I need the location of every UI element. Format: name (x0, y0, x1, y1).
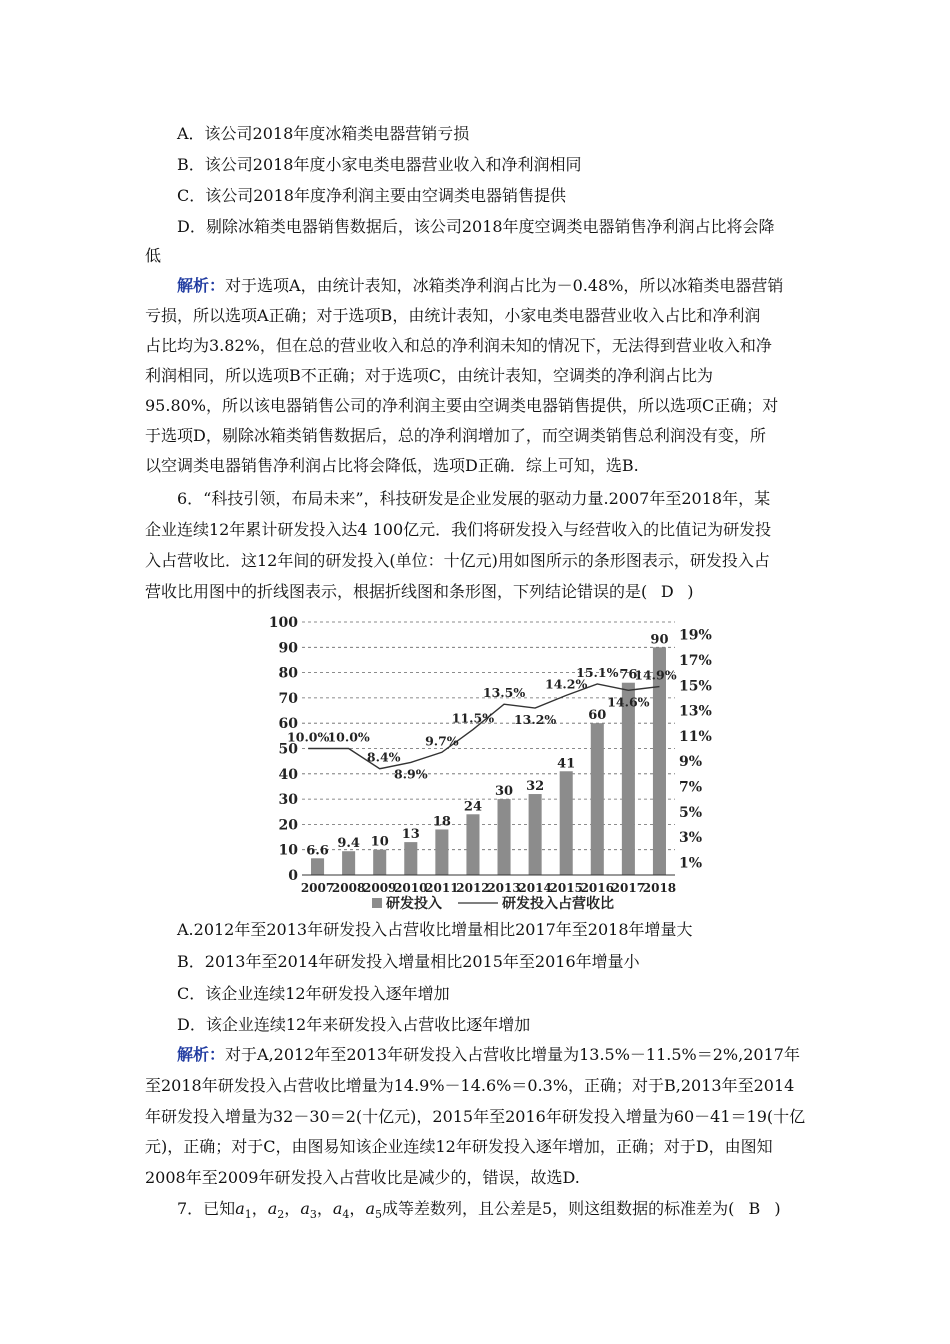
bar-value-label: 13 (401, 827, 420, 843)
q5-option-d: D．剔除冰箱类电器销售数据后，该公司2018年度空调类电器销售净利润占比将会降 (177, 217, 775, 236)
y2-tick-label: 3% (679, 830, 703, 847)
y2-tick-label: 1% (679, 855, 703, 872)
q7-stem: 7．已知$a_1$，$a_2$，$a_3$，$a_4$，$a_5$成等差数列，且公差是5，则这组数据的标准差为( B ) (177, 1199, 781, 1222)
y2-tick-label: 19% (679, 627, 712, 644)
q6-option-b: B．2013年至2014年研发投入增量相比2015年至2016年增量小 (177, 952, 640, 971)
bar-value-label: 32 (526, 779, 545, 795)
legend-bar-swatch (372, 898, 382, 908)
q5-option-b: B．该公司2018年度小家电类电器营业收入和净利润相同 (177, 155, 582, 174)
y-tick-label: 60 (278, 716, 298, 733)
bar (342, 851, 355, 875)
bar (591, 723, 604, 875)
bar (435, 829, 448, 875)
line-value-label: 9.7% (425, 733, 459, 749)
bar (529, 794, 542, 875)
x-tick-label: 2018 (642, 881, 677, 895)
q6-solution-line-4: 元)，正确；对于C，由图易知该企业连续12年研发投入逐年增加，正确；对于D，由图知 (145, 1137, 773, 1156)
q6-solution-line-2: 至2018年研发投入占营收比增量为14.9%－14.6%＝0.3%，正确；对于B,2013年至2014 (145, 1076, 795, 1095)
y-tick-label: 80 (278, 665, 298, 682)
y-tick-label: 20 (278, 817, 298, 834)
line-value-label: 10.0% (287, 729, 330, 745)
solution-label: 解析： (177, 276, 226, 295)
bar (498, 799, 511, 875)
q6-answer: D (660, 582, 674, 601)
bar (622, 683, 635, 875)
x-tick-label: 2014 (518, 881, 552, 895)
legend-bar-label: 研发投入 (386, 896, 442, 912)
y-tick-label: 30 (278, 792, 298, 809)
x-tick-label: 2012 (456, 881, 490, 895)
q6-solution-line-3: 年研发投入增量为32－30＝2(十亿元)，2015年至2016年研发投入增量为60－41＝19(十亿 (145, 1107, 806, 1126)
y-tick-label: 100 (268, 615, 298, 631)
rd-investment-chart (262, 612, 722, 917)
y-tick-label: 70 (278, 690, 298, 707)
bar-value-label: 6.6 (306, 843, 329, 859)
x-tick-label: 2015 (549, 881, 583, 895)
q5-solution-line-3: 占比均为3.82%，但在总的营业收入和总的净利润未知的情况下，无法得到营业收入和净 (145, 336, 772, 355)
y2-tick-label: 17% (679, 652, 712, 669)
y2-tick-label: 7% (679, 779, 703, 796)
y2-tick-label: 9% (679, 754, 703, 771)
y2-tick-label: 15% (679, 678, 712, 695)
x-tick-label: 2013 (487, 881, 521, 895)
y2-tick-label: 5% (679, 804, 703, 821)
q6-option-c: C．该企业连续12年研发投入逐年增加 (177, 984, 450, 1003)
y2-tick-label: 13% (679, 703, 712, 720)
y-tick-label: 0 (288, 868, 298, 884)
legend-line-label: 研发投入占营收比 (502, 896, 614, 912)
y-tick-label: 90 (278, 640, 298, 657)
bar-value-label: 24 (463, 799, 483, 815)
line-value-label: 14.2% (545, 676, 588, 692)
x-tick-label: 2007 (300, 881, 335, 895)
q5-solution-line-2: 亏损，所以选项A正确；对于选项B，由统计表知，小家电类电器营业收入占比和净利润 (145, 306, 761, 325)
bar-value-label: 60 (588, 708, 607, 724)
chart-legend (372, 895, 614, 912)
q6-stem-line-1: 6．“科技引领，布局未来”，科技研发是企业发展的驱动力量.2007年至2018年，某 (177, 489, 771, 508)
q6-option-d: D．该企业连续12年来研发投入占营收比逐年增加 (177, 1015, 531, 1034)
line-value-label: 8.9% (393, 766, 428, 782)
chart-axes (269, 615, 712, 895)
bar-value-label: 9.4 (337, 836, 360, 852)
y-tick-label: 50 (278, 741, 298, 758)
line-value-label: 13.2% (513, 712, 557, 728)
line-value-label: 15.1% (576, 664, 619, 680)
line-value-label: 10.0% (327, 729, 370, 745)
bar-value-label: 76 (619, 667, 638, 683)
x-tick-label: 2016 (580, 881, 614, 895)
line-value-label: 11.5% (451, 710, 495, 726)
q5-solution-line-1: 解析：对于选项A，由统计表知，冰箱类净利润占比为－0.48%，所以冰箱类电器营销 (177, 276, 784, 295)
q7-answer: B (748, 1199, 761, 1218)
q5-solution-line-6: 于选项D，剔除冰箱类销售数据后，总的净利润增加了，而空调类销售总利润没有变，所 (145, 426, 766, 445)
q6-solution-line-1: 解析：对于A,2012年至2013年研发投入占营收比增量为13.5%－11.5%＝2%,2017年 (177, 1045, 800, 1064)
q6-solution-line-5: 2008年至2009年研发投入占营收比是减少的，错误，故选D. (145, 1168, 580, 1187)
q5-option-c: C．该公司2018年度净利润主要由空调类电器销售提供 (177, 186, 566, 205)
q6-stem-line-2: 企业连续12年累计研发投入达4 100亿元．我们将研发投入与经营收入的比值记为研发投 (145, 520, 772, 539)
x-tick-label: 2009 (363, 881, 397, 895)
q5-solution-line-4: 利润相同，所以选项B不正确；对于选项C，由统计表知，空调类的净利润占比为 (145, 366, 714, 385)
bar (373, 850, 386, 875)
bar-value-label: 41 (557, 756, 576, 772)
q5-solution-line-7: 以空调类电器销售净利润占比将会降低，选项D正确．综上可知，选B. (145, 456, 639, 475)
x-tick-label: 2011 (425, 881, 459, 895)
q5-solution-line-5: 95.80%，所以该电器销售公司的净利润主要由空调类电器销售提供，所以选项C正确；对 (145, 396, 779, 415)
y2-tick-label: 11% (679, 728, 712, 745)
q6-option-a: A.2012年至2013年研发投入占营收比增量相比2017年至2018年增量大 (177, 920, 693, 939)
q6-stem-line-3: 入占营收比．这12年间的研发投入(单位：十亿元)用如图所示的条形图表示，研发投入占 (145, 551, 770, 570)
line-value-label: 13.5% (482, 685, 526, 701)
bar (466, 814, 479, 875)
bar (311, 858, 324, 875)
solution-label: 解析： (177, 1045, 226, 1064)
x-tick-label: 2008 (331, 881, 366, 895)
chart-bars (311, 647, 666, 875)
bar-value-label: 10 (370, 834, 389, 850)
line-value-label: 14.9% (634, 667, 677, 683)
line-value-label: 14.6% (607, 694, 650, 710)
q6-stem-line-4: 营收比用图中的折线图表示，根据折线图和条形图，下列结论错误的是( D ) (145, 582, 694, 601)
y-tick-label: 10 (278, 842, 298, 859)
q5-option-d-cont: 低 (145, 246, 162, 265)
x-tick-label: 2010 (394, 881, 428, 895)
x-tick-label: 2017 (611, 881, 646, 895)
y-tick-label: 40 (278, 766, 298, 783)
line-value-label: 8.4% (366, 749, 401, 765)
bar-value-label: 90 (650, 632, 669, 648)
bar (404, 842, 417, 875)
bar-value-label: 18 (432, 814, 451, 830)
bar-value-label: 30 (494, 784, 514, 800)
q5-option-a: A．该公司2018年度冰箱类电器营销亏损 (177, 124, 470, 143)
bar (560, 771, 573, 875)
